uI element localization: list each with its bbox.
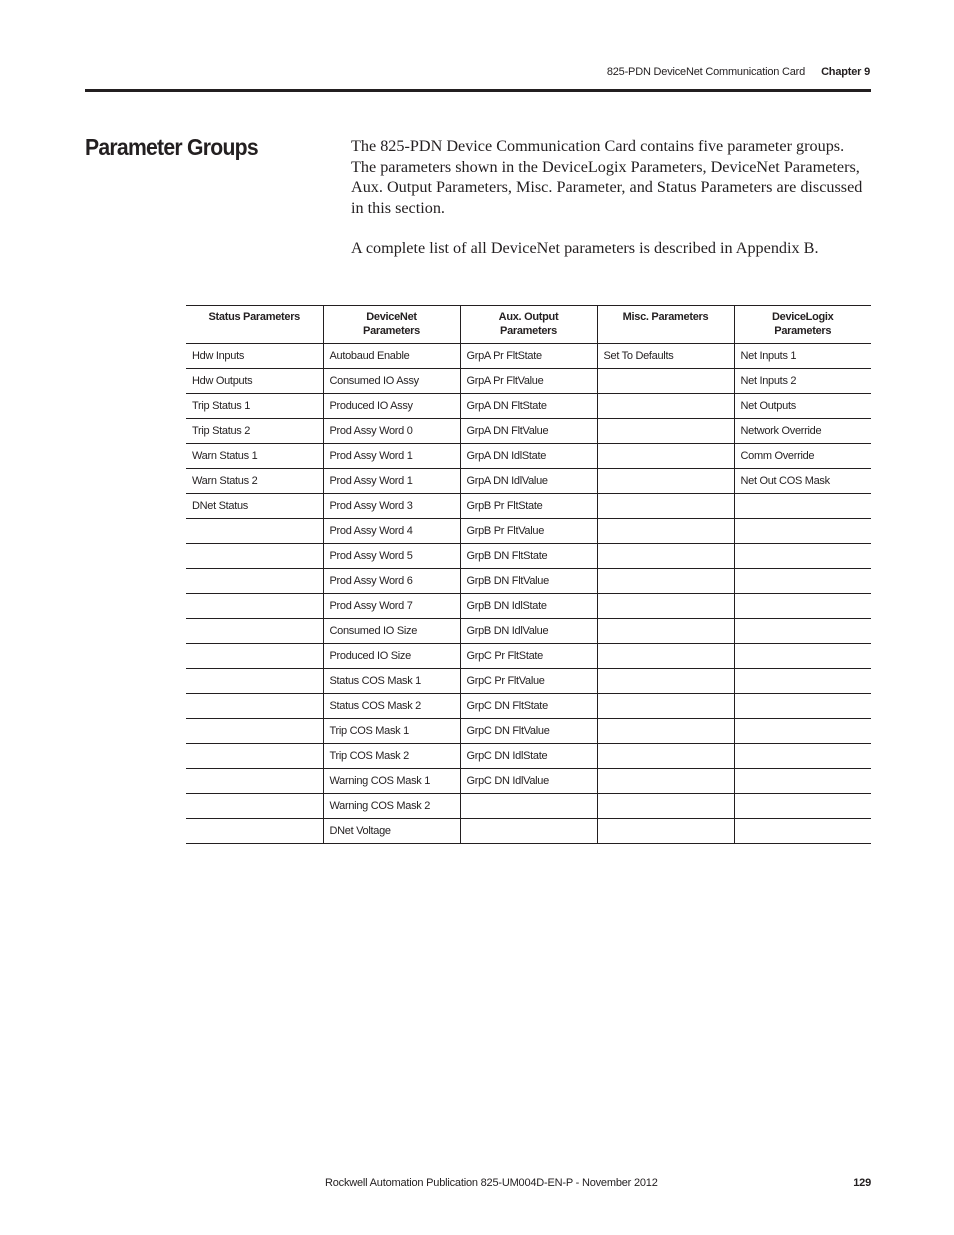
table-cell: GrpB Pr FltState [460, 494, 597, 519]
table-cell: Warn Status 1 [186, 444, 323, 469]
table-cell [597, 594, 734, 619]
table-cell [597, 469, 734, 494]
table-cell [734, 719, 871, 744]
table-cell: Net Out COS Mask [734, 469, 871, 494]
table-cell: Prod Assy Word 1 [323, 444, 460, 469]
table-cell: Produced IO Size [323, 644, 460, 669]
column-header [186, 306, 323, 344]
table-cell [597, 444, 734, 469]
table-cell: Prod Assy Word 1 [323, 469, 460, 494]
table-cell [734, 669, 871, 694]
column-header-line: Parameters [500, 325, 557, 337]
intro-text [351, 136, 866, 279]
column-header-line: Misc. Parameters [622, 311, 709, 323]
table-cell: Warning COS Mask 2 [323, 794, 460, 819]
table-cell [734, 819, 871, 844]
table-cell [186, 819, 323, 844]
column-header-line: Parameters [774, 325, 832, 337]
table-row [186, 669, 871, 694]
table-cell: GrpC DN IdlValue [460, 769, 597, 794]
table-cell [734, 619, 871, 644]
table-cell: GrpA Pr FltState [460, 344, 597, 369]
table-row [186, 819, 871, 844]
table-cell [597, 744, 734, 769]
table-cell [186, 669, 323, 694]
table-cell: GrpC Pr FltValue [460, 669, 597, 694]
table-row [186, 369, 871, 394]
table-cell [597, 819, 734, 844]
intro-paragraph: A complete list of all DeviceNet parameters is described in Appendix B. [351, 239, 819, 257]
table-row [186, 544, 871, 569]
table-cell: Trip Status 1 [186, 394, 323, 419]
table-cell [597, 619, 734, 644]
table-cell [186, 544, 323, 569]
table-cell: GrpC DN FltValue [460, 719, 597, 744]
table-cell: Net Inputs 2 [734, 369, 871, 394]
table-cell: Hdw Outputs [186, 369, 323, 394]
table-cell: Prod Assy Word 5 [323, 544, 460, 569]
table-cell [734, 569, 871, 594]
table-cell: Autobaud Enable [323, 344, 460, 369]
table-cell: Prod Assy Word 6 [323, 569, 460, 594]
table-cell [734, 519, 871, 544]
table-cell [597, 769, 734, 794]
table-cell: Consumed IO Size [323, 619, 460, 644]
table-cell [597, 694, 734, 719]
column-header-line: DeviceNet [366, 311, 417, 323]
table-body [186, 344, 871, 844]
table-cell [597, 369, 734, 394]
table-cell [734, 544, 871, 569]
table-row [186, 794, 871, 819]
column-header [460, 306, 597, 344]
table-row [186, 419, 871, 444]
table-cell: GrpA DN IdlState [460, 444, 597, 469]
table-row [186, 494, 871, 519]
column-header-line: DeviceLogix [771, 311, 834, 323]
table-cell: DNet Voltage [323, 819, 460, 844]
table-row [186, 469, 871, 494]
chapter-label: Chapter 9 [821, 66, 870, 78]
table-header-row [186, 306, 871, 344]
header-rule [85, 89, 871, 92]
parameter-groups-table [186, 305, 871, 844]
table-cell [597, 644, 734, 669]
table-cell: GrpB DN IdlState [460, 594, 597, 619]
page-number: 129 [853, 1177, 871, 1189]
column-header-line: Status Parameters [208, 311, 300, 323]
table-cell: DNet Status [186, 494, 323, 519]
column-header [734, 306, 871, 344]
column-header-line: Parameters [363, 325, 420, 337]
running-header [607, 66, 870, 78]
table-cell [597, 719, 734, 744]
table-cell [460, 794, 597, 819]
table-row [186, 569, 871, 594]
table-cell: GrpB DN FltValue [460, 569, 597, 594]
section-title: Parameter Groups [85, 134, 258, 160]
table-cell [597, 394, 734, 419]
table-cell: GrpB DN FltState [460, 544, 597, 569]
table-cell: Status COS Mask 2 [323, 694, 460, 719]
table-cell: GrpA DN FltValue [460, 419, 597, 444]
table-cell: Comm Override [734, 444, 871, 469]
table-cell [734, 694, 871, 719]
table-cell [597, 544, 734, 569]
table-cell: Trip COS Mask 2 [323, 744, 460, 769]
table-cell [597, 519, 734, 544]
table-row [186, 594, 871, 619]
intro-paragraph: The 825-PDN Device Communication Card contains five parameter groups. The parameters shown in the DeviceLogix Parameters, DeviceNet Parameters, Aux. Output Parameters, Misc. Parameter, and Status Parameters are discussed in this section. [351, 137, 863, 217]
table-cell: Hdw Inputs [186, 344, 323, 369]
table-row [186, 394, 871, 419]
table-cell: GrpC DN IdlState [460, 744, 597, 769]
table-cell [186, 769, 323, 794]
table-cell: GrpA DN IdlValue [460, 469, 597, 494]
table-cell [186, 619, 323, 644]
table-row [186, 744, 871, 769]
table-row [186, 444, 871, 469]
table-cell: Prod Assy Word 4 [323, 519, 460, 544]
table-cell [186, 569, 323, 594]
table-row [186, 344, 871, 369]
table-cell: Status COS Mask 1 [323, 669, 460, 694]
table-cell [597, 669, 734, 694]
table-cell [460, 819, 597, 844]
table-cell [734, 494, 871, 519]
column-header [323, 306, 460, 344]
table-cell: Trip Status 2 [186, 419, 323, 444]
table-row [186, 694, 871, 719]
table-cell: GrpA DN FltState [460, 394, 597, 419]
table-cell [597, 569, 734, 594]
column-header-line: Aux. Output [498, 311, 559, 323]
table-cell: Prod Assy Word 0 [323, 419, 460, 444]
table-row [186, 644, 871, 669]
table-cell [186, 644, 323, 669]
table-cell: GrpA Pr FltValue [460, 369, 597, 394]
table-cell: Trip COS Mask 1 [323, 719, 460, 744]
table-cell [597, 494, 734, 519]
table-cell: GrpC DN FltState [460, 694, 597, 719]
table-cell [186, 794, 323, 819]
table-cell: Net Outputs [734, 394, 871, 419]
table-header [186, 306, 871, 344]
table-cell: Produced IO Assy [323, 394, 460, 419]
table-row [186, 619, 871, 644]
table-cell: Net Inputs 1 [734, 344, 871, 369]
table-cell [597, 419, 734, 444]
table-cell: Prod Assy Word 7 [323, 594, 460, 619]
table-cell: GrpB DN IdlValue [460, 619, 597, 644]
table-cell [597, 794, 734, 819]
table-row [186, 519, 871, 544]
table-cell: GrpC Pr FltState [460, 644, 597, 669]
table-cell: Consumed IO Assy [323, 369, 460, 394]
table-cell [186, 744, 323, 769]
table-cell: Warning COS Mask 1 [323, 769, 460, 794]
table-row [186, 719, 871, 744]
table-row [186, 769, 871, 794]
table-cell [734, 794, 871, 819]
table-cell: Prod Assy Word 3 [323, 494, 460, 519]
publication-info: Rockwell Automation Publication 825-UM004D-EN-P - November 2012 [325, 1177, 658, 1189]
table-cell: Network Override [734, 419, 871, 444]
table-cell [186, 519, 323, 544]
running-title: 825-PDN DeviceNet Communication Card [606, 66, 806, 78]
table-cell: Warn Status 2 [186, 469, 323, 494]
table-cell [186, 594, 323, 619]
table-cell [734, 769, 871, 794]
table-cell [186, 719, 323, 744]
column-header [597, 306, 734, 344]
table-cell: GrpB Pr FltValue [460, 519, 597, 544]
table-cell: Set To Defaults [597, 344, 734, 369]
table-cell [734, 644, 871, 669]
table-cell [186, 694, 323, 719]
table-cell [734, 594, 871, 619]
table-cell [734, 744, 871, 769]
